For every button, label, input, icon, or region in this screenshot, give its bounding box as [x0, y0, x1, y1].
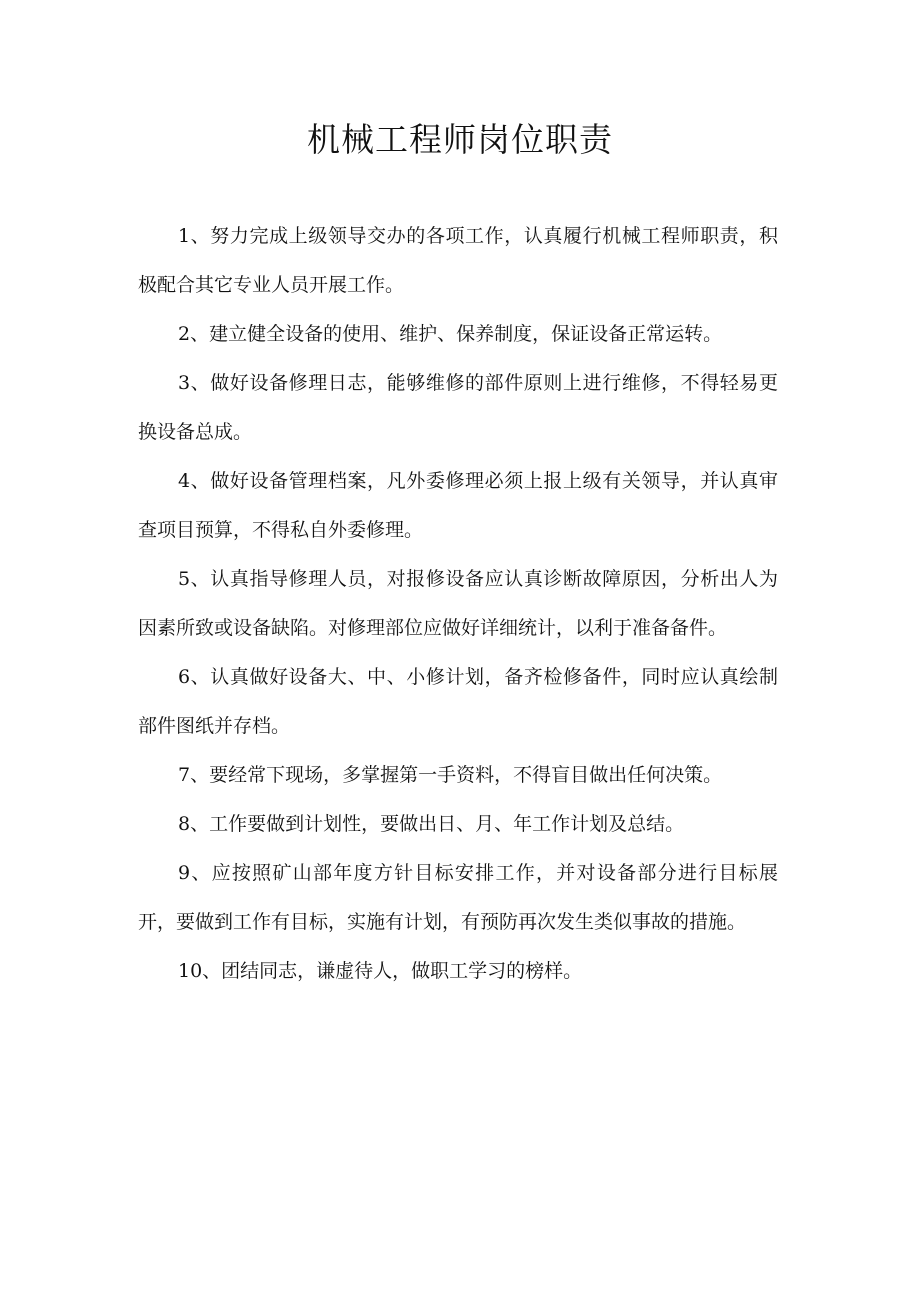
- duty-item-10: 10、团结同志，谦虚待人，做职工学习的榜样。: [178, 960, 583, 982]
- duty-item-4: 4、做好设备管理档案，凡外委修理必须上报上级有关领导，并认真审查项目预算，不得私自外委修理。: [138, 470, 778, 541]
- duty-item-5: 5、认真指导修理人员，对报修设备应认真诊断故障原因，分析出人为因素所致或设备缺陷。对修理部位应做好详细统计，以利于准备备件。: [138, 568, 778, 639]
- duty-item-3: 3、做好设备修理日志，能够维修的部件原则上进行维修，不得轻易更换设备总成。: [138, 372, 778, 443]
- document-body: [138, 212, 778, 996]
- duty-item-8: 8、工作要做到计划性，要做出日、月、年工作计划及总结。: [178, 813, 685, 835]
- duty-item-6: 6、认真做好设备大、中、小修计划，备齐检修备件，同时应认真绘制部件图纸并存档。: [138, 666, 778, 737]
- duty-item-2: 2、建立健全设备的使用、维护、保养制度，保证设备正常运转。: [178, 323, 723, 345]
- duty-item-1: 1、努力完成上级领导交办的各项工作，认真履行机械工程师职责，积极配合其它专业人员开展工作。: [138, 225, 778, 296]
- duty-item-7: 7、要经常下现场，多掌握第一手资料，不得盲目做出任何决策。: [178, 764, 723, 786]
- document-title: 机械工程师岗位职责: [307, 120, 613, 159]
- duty-item-9: 9、应按照矿山部年度方针目标安排工作，并对设备部分进行目标展开，要做到工作有目标，实施有计划，有预防再次发生类似事故的措施。: [138, 862, 778, 933]
